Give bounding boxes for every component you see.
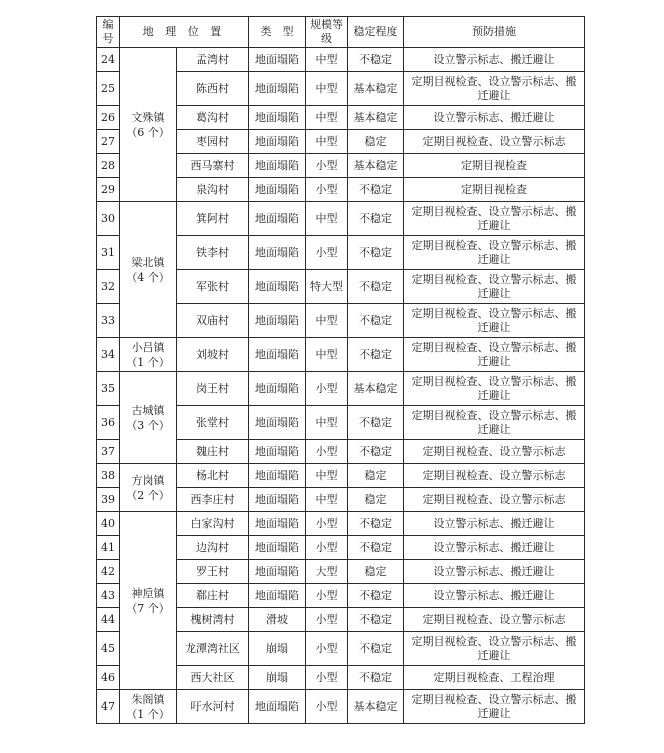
- stability-level: 基本稳定: [348, 72, 404, 106]
- scale-level: 中型: [306, 464, 348, 488]
- header-measures: 预防措施: [404, 17, 585, 48]
- stability-level: 不稳定: [348, 666, 404, 690]
- stability-level: 稳定: [348, 464, 404, 488]
- hazard-table: [96, 16, 585, 724]
- scale-level: 小型: [306, 632, 348, 666]
- scale-level: 中型: [306, 406, 348, 440]
- row-number: 43: [97, 584, 120, 608]
- table-row: [97, 372, 585, 406]
- scale-level: 小型: [306, 440, 348, 464]
- prevention-measures: 定期目视检查: [404, 154, 585, 178]
- prevention-measures: 定期目视检查、设立警示标志: [404, 440, 585, 464]
- town-name: 文殊镇: [131, 110, 165, 124]
- town-cell: [120, 464, 177, 512]
- stability-level: 不稳定: [348, 440, 404, 464]
- village-name: 刘坡村: [177, 338, 249, 372]
- hazard-type: 地面塌陷: [249, 202, 306, 236]
- scale-level: 中型: [306, 202, 348, 236]
- scale-level: 小型: [306, 608, 348, 632]
- town-name: 方岗镇: [131, 473, 165, 487]
- prevention-measures: 设立警示标志、搬迁避让: [404, 584, 585, 608]
- scale-level: 小型: [306, 236, 348, 270]
- scale-level: 中型: [306, 488, 348, 512]
- prevention-measures: 定期目视检查: [404, 178, 585, 202]
- prevention-measures: 定期目视检查、设立警示标志、搬迁避让: [404, 236, 585, 270]
- village-name: 张堂村: [177, 406, 249, 440]
- header-location: 地 理 位 置: [120, 17, 249, 48]
- hazard-type: 地面塌陷: [249, 440, 306, 464]
- row-number: 41: [97, 536, 120, 560]
- town-count: （6 个）: [126, 125, 170, 139]
- row-number: 44: [97, 608, 120, 632]
- stability-level: 不稳定: [348, 202, 404, 236]
- row-number: 40: [97, 512, 120, 536]
- scale-level: 中型: [306, 48, 348, 72]
- prevention-measures: 定期目视检查、设立警示标志、搬迁避让: [404, 202, 585, 236]
- row-number: 42: [97, 560, 120, 584]
- stability-level: 不稳定: [348, 406, 404, 440]
- row-number: 45: [97, 632, 120, 666]
- row-number: 46: [97, 666, 120, 690]
- table-row: [97, 464, 585, 488]
- scale-level: 小型: [306, 154, 348, 178]
- scale-level: 小型: [306, 690, 348, 724]
- table-body: [97, 48, 585, 724]
- scale-level: 小型: [306, 372, 348, 406]
- header-scale: 规模等级: [306, 17, 348, 48]
- stability-level: 基本稳定: [348, 106, 404, 130]
- row-number: 35: [97, 372, 120, 406]
- village-name: 边沟村: [177, 536, 249, 560]
- hazard-type: 崩塌: [249, 632, 306, 666]
- town-name: 小吕镇: [131, 340, 165, 354]
- scale-level: 大型: [306, 560, 348, 584]
- stability-level: 不稳定: [348, 512, 404, 536]
- scale-level: 小型: [306, 178, 348, 202]
- prevention-measures: 定期目视检查、设立警示标志、搬迁避让: [404, 690, 585, 724]
- town-cell: [120, 372, 177, 464]
- table-row: [97, 48, 585, 72]
- stability-level: 不稳定: [348, 178, 404, 202]
- village-name: 魏庄村: [177, 440, 249, 464]
- row-number: 31: [97, 236, 120, 270]
- village-name: 孟湾村: [177, 48, 249, 72]
- stability-level: 稳定: [348, 130, 404, 154]
- village-name: 军张村: [177, 270, 249, 304]
- town-cell: [120, 512, 177, 690]
- row-number: 39: [97, 488, 120, 512]
- scale-level: 中型: [306, 72, 348, 106]
- hazard-type: 地面塌陷: [249, 464, 306, 488]
- town-count: （3 个）: [126, 418, 170, 432]
- stability-level: 不稳定: [348, 608, 404, 632]
- prevention-measures: 定期目视检查、设立警示标志、搬迁避让: [404, 406, 585, 440]
- prevention-measures: 设立警示标志、搬迁避让: [404, 48, 585, 72]
- stability-level: 不稳定: [348, 536, 404, 560]
- table-row: [97, 690, 585, 724]
- row-number: 27: [97, 130, 120, 154]
- hazard-type: 地面塌陷: [249, 560, 306, 584]
- row-number: 30: [97, 202, 120, 236]
- village-name: 杨北村: [177, 464, 249, 488]
- prevention-measures: 定期目视检查、设立警示标志、搬迁避让: [404, 338, 585, 372]
- hazard-type: 地面塌陷: [249, 72, 306, 106]
- stability-level: 稳定: [348, 488, 404, 512]
- scale-level: 小型: [306, 666, 348, 690]
- town-count: （2 个）: [126, 488, 170, 502]
- scale-level: 小型: [306, 536, 348, 560]
- stability-level: 稳定: [348, 560, 404, 584]
- village-name: 西马寨村: [177, 154, 249, 178]
- village-name: 泉沟村: [177, 178, 249, 202]
- scale-level: 中型: [306, 304, 348, 338]
- town-cell: [120, 48, 177, 202]
- prevention-measures: 定期目视检查、设立警示标志、搬迁避让: [404, 270, 585, 304]
- town-cell: [120, 690, 177, 724]
- prevention-measures: 设立警示标志、搬迁避让: [404, 536, 585, 560]
- stability-level: 不稳定: [348, 304, 404, 338]
- row-number: 26: [97, 106, 120, 130]
- header-num: 编号: [97, 17, 120, 48]
- village-name: 双庙村: [177, 304, 249, 338]
- village-name: 槐树湾村: [177, 608, 249, 632]
- table-row: [97, 338, 585, 372]
- prevention-measures: 定期目视检查、设立警示标志: [404, 464, 585, 488]
- stability-level: 不稳定: [348, 48, 404, 72]
- stability-level: 基本稳定: [348, 690, 404, 724]
- prevention-measures: 定期目视检查、设立警示标志、搬迁避让: [404, 372, 585, 406]
- prevention-measures: 定期目视检查、设立警示标志、搬迁避让: [404, 632, 585, 666]
- hazard-type: 地面塌陷: [249, 304, 306, 338]
- prevention-measures: 设立警示标志、搬迁避让: [404, 512, 585, 536]
- stability-level: 不稳定: [348, 584, 404, 608]
- header-type: 类 型: [249, 17, 306, 48]
- prevention-measures: 定期目视检查、设立警示标志: [404, 488, 585, 512]
- village-name: 罗王村: [177, 560, 249, 584]
- village-name: 西李庄村: [177, 488, 249, 512]
- hazard-type: 地面塌陷: [249, 584, 306, 608]
- hazard-type: 地面塌陷: [249, 338, 306, 372]
- hazard-type: 崩塌: [249, 666, 306, 690]
- row-number: 28: [97, 154, 120, 178]
- row-number: 38: [97, 464, 120, 488]
- prevention-measures: 定期目视检查、工程治理: [404, 666, 585, 690]
- village-name: 龙潭湾社区: [177, 632, 249, 666]
- hazard-type: 地面塌陷: [249, 690, 306, 724]
- town-name: 神垕镇: [131, 586, 165, 600]
- village-name: 吁水河村: [177, 690, 249, 724]
- hazard-type: 地面塌陷: [249, 270, 306, 304]
- prevention-measures: 定期目视检查、设立警示标志: [404, 130, 585, 154]
- village-name: 岗王村: [177, 372, 249, 406]
- town-count: （1 个）: [126, 707, 170, 721]
- scale-level: 中型: [306, 130, 348, 154]
- village-name: 白家沟村: [177, 512, 249, 536]
- stability-level: 基本稳定: [348, 154, 404, 178]
- village-name: 西大社区: [177, 666, 249, 690]
- hazard-type: 地面塌陷: [249, 536, 306, 560]
- hazard-type: 地面塌陷: [249, 512, 306, 536]
- scale-level: 中型: [306, 106, 348, 130]
- hazard-type: 地面塌陷: [249, 236, 306, 270]
- stability-level: 基本稳定: [348, 372, 404, 406]
- row-number: 47: [97, 690, 120, 724]
- prevention-measures: 设立警示标志、搬迁避让: [404, 560, 585, 584]
- hazard-type: 地面塌陷: [249, 106, 306, 130]
- village-name: 枣园村: [177, 130, 249, 154]
- header-stability: 稳定程度: [348, 17, 404, 48]
- hazard-type: 地面塌陷: [249, 154, 306, 178]
- hazard-type: 地面塌陷: [249, 488, 306, 512]
- hazard-type: 滑坡: [249, 608, 306, 632]
- hazard-type: 地面塌陷: [249, 130, 306, 154]
- scale-level: 特大型: [306, 270, 348, 304]
- village-name: 陈西村: [177, 72, 249, 106]
- prevention-measures: 定期目视检查、设立警示标志、搬迁避让: [404, 72, 585, 106]
- village-name: 铁李村: [177, 236, 249, 270]
- table-row: [97, 202, 585, 236]
- row-number: 34: [97, 338, 120, 372]
- row-number: 29: [97, 178, 120, 202]
- prevention-measures: 定期目视检查、设立警示标志: [404, 608, 585, 632]
- prevention-measures: 设立警示标志、搬迁避让: [404, 106, 585, 130]
- town-name: 古城镇: [131, 403, 165, 417]
- table-row: [97, 512, 585, 536]
- village-name: 箕阿村: [177, 202, 249, 236]
- town-name: 朱阁镇: [131, 692, 165, 706]
- village-name: 郗庄村: [177, 584, 249, 608]
- hazard-type: 地面塌陷: [249, 178, 306, 202]
- stability-level: 不稳定: [348, 270, 404, 304]
- hazard-type: 地面塌陷: [249, 406, 306, 440]
- row-number: 33: [97, 304, 120, 338]
- town-cell: [120, 202, 177, 338]
- town-cell: [120, 338, 177, 372]
- town-count: （1 个）: [126, 355, 170, 369]
- town-count: （7 个）: [126, 601, 170, 615]
- row-number: 25: [97, 72, 120, 106]
- prevention-measures: 定期目视检查、设立警示标志、搬迁避让: [404, 304, 585, 338]
- row-number: 32: [97, 270, 120, 304]
- hazard-type: 地面塌陷: [249, 372, 306, 406]
- village-name: 葛沟村: [177, 106, 249, 130]
- stability-level: 不稳定: [348, 338, 404, 372]
- town-name: 梁北镇: [131, 255, 165, 269]
- row-number: 37: [97, 440, 120, 464]
- hazard-type: 地面塌陷: [249, 48, 306, 72]
- scale-level: 小型: [306, 584, 348, 608]
- scale-level: 中型: [306, 338, 348, 372]
- header-row: [97, 17, 585, 48]
- stability-level: 不稳定: [348, 236, 404, 270]
- stability-level: 不稳定: [348, 632, 404, 666]
- scale-level: 小型: [306, 512, 348, 536]
- row-number: 36: [97, 406, 120, 440]
- town-count: （4 个）: [126, 270, 170, 284]
- row-number: 24: [97, 48, 120, 72]
